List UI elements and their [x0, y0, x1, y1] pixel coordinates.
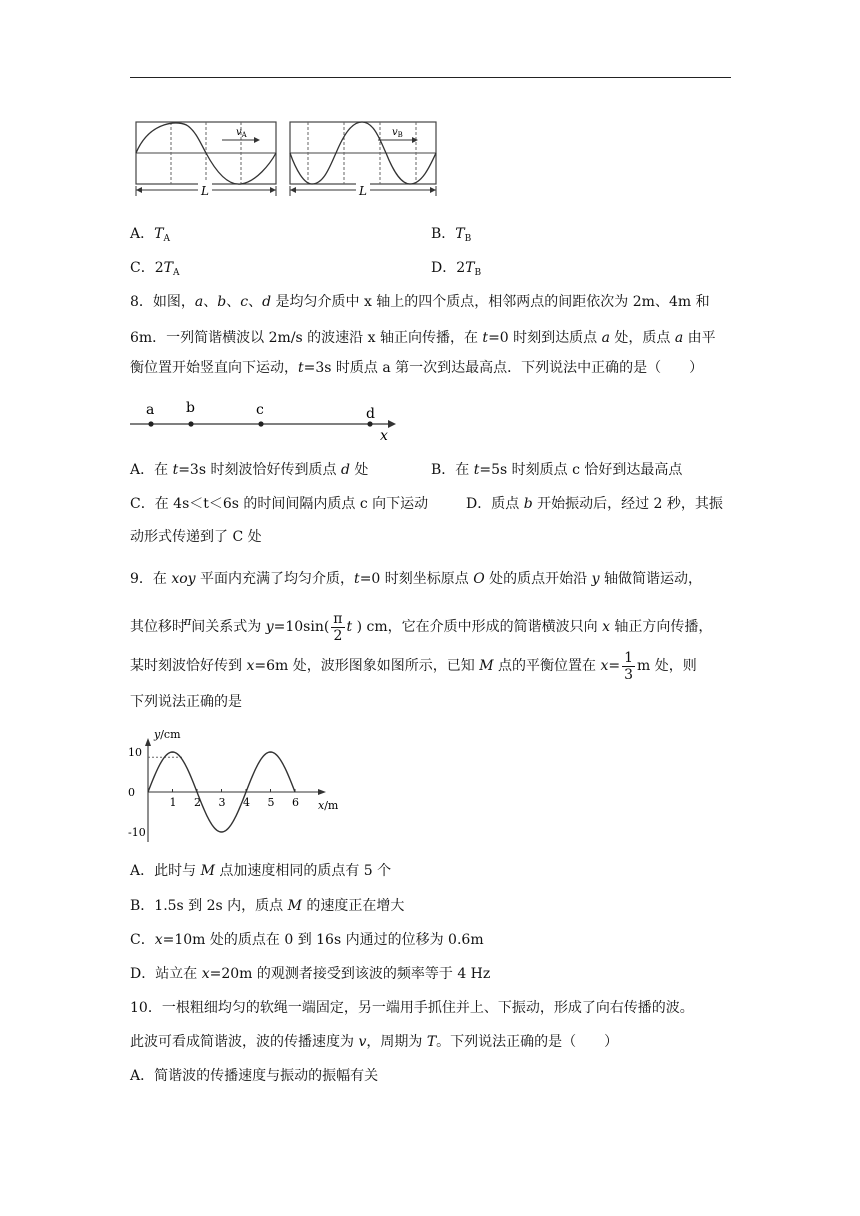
x-tick-label: 3 — [218, 796, 226, 809]
q8-text: 衡位置开始竖直向下运动， — [130, 360, 298, 376]
q9-option-a-text: M — [200, 863, 215, 879]
q7-option-b-sym: T — [455, 226, 465, 242]
q9-text: O — [473, 571, 485, 587]
point-d-dot — [367, 421, 372, 426]
q9-option-a[interactable] — [130, 861, 391, 881]
q9-text: M — [479, 658, 494, 674]
q7-option-c-sym: T — [163, 260, 173, 276]
q7-option-d-letter: D． — [431, 260, 457, 276]
q8-text: a — [674, 330, 684, 346]
pi-over-2-fraction — [331, 611, 344, 644]
q8-stem-line1 — [130, 292, 710, 312]
q7-option-a-sub: A — [163, 234, 170, 244]
q9-text: 处的质点开始沿 — [484, 571, 592, 587]
q10-option-a[interactable] — [130, 1066, 378, 1086]
q7-option-d-sub: B — [474, 268, 482, 278]
x-axis-label: x/m — [318, 799, 339, 812]
q10-text: 此波可看成简谐波，波的传播速度为 — [130, 1034, 359, 1050]
q9-option-b-text: B．1.5s 到 2s 内，质点 — [130, 898, 288, 914]
fraction-denominator: 3 — [624, 666, 633, 683]
q7-option-b-letter: B． — [431, 226, 456, 242]
q9-text: =6m 处，波形图象如图所示，已知 — [254, 658, 480, 674]
q9-option-a-text: 点加速度相同的质点有 5 个 — [214, 863, 392, 879]
one-third-fraction — [622, 650, 635, 683]
q9-option-c[interactable] — [130, 930, 484, 950]
q9-text: x — [600, 658, 609, 674]
fraction-numerator: 1 — [624, 649, 633, 666]
q9-text: y — [265, 619, 274, 635]
point-a-label: a — [146, 402, 155, 418]
q9-option-d[interactable] — [130, 964, 490, 984]
q8-text: 处，质点 — [609, 330, 675, 346]
point-b-dot — [188, 421, 193, 426]
header-rule — [130, 77, 731, 78]
q9-text: = — [608, 658, 621, 674]
q8-option-d-text: b — [523, 496, 533, 512]
y-tick-label: -10 — [128, 826, 146, 839]
q9-option-c-text: C． — [130, 932, 155, 948]
x-tick-label: 5 — [267, 796, 275, 809]
q9-text: t — [346, 619, 353, 635]
q8-text: 是均匀介质中 x 轴上的四个质点，相邻两点的间距依次为 2m、4m 和 — [271, 294, 710, 310]
y-tick-label: 10 — [128, 746, 142, 759]
q9-option-d-text: =20m 的观测者接受到该波的频率等于 4 Hz — [209, 966, 491, 982]
q8-option-d-text: 开始振动后，经过 2 秒，其振 — [532, 496, 723, 512]
q9-text: 下列说法正确的是 — [130, 694, 242, 710]
q8-text: t — [298, 360, 304, 376]
q9-stem-line3 — [130, 648, 697, 684]
q9-option-c-text: =10m 处的质点在 0 到 16s 内通过的位移为 0.6m — [162, 932, 484, 948]
q10-option-a-text: A．简谐波的传播速度与振动的振幅有关 — [130, 1068, 379, 1084]
q9-text: m 处，则 — [637, 658, 697, 674]
q10-text: T — [426, 1034, 437, 1050]
q7-option-b-sub: B — [464, 234, 472, 244]
q8-text: 、 — [203, 294, 218, 310]
q7-option-c-sub: A — [172, 268, 180, 278]
q8-text: =3s 时质点 a 第一次到达最高点．下列说法中正确的是（ ） — [303, 360, 704, 376]
q8-stem-line2 — [130, 328, 716, 348]
point-a-dot — [148, 421, 153, 426]
q8-option-d[interactable] — [466, 494, 723, 514]
x-tick-label: 6 — [292, 796, 299, 809]
length-a-label: L — [201, 184, 209, 198]
q8-option-b-text: B．在 — [431, 462, 474, 478]
q8-option-b-text: t — [473, 462, 480, 478]
q9-option-d-text: x — [201, 966, 210, 982]
q10-text: ，周期为 — [366, 1034, 427, 1050]
q8-text: 由平 — [683, 330, 716, 346]
q9-option-c-text: x — [154, 932, 163, 948]
y-tick-label: 0 — [128, 786, 135, 799]
wave-box-b — [290, 122, 436, 198]
q9-text: 某时刻波恰好传到 — [130, 658, 247, 674]
q7-option-a[interactable] — [130, 224, 170, 249]
q8-option-a-text: A．在 — [130, 462, 173, 478]
y-axis-arrow — [145, 738, 151, 746]
q10-text: 10．一根粗细均匀的软绳一端固定，另一端用手抓住并上、下振动，形成了向右传播的波。 — [130, 1000, 694, 1016]
q7-option-d[interactable] — [431, 258, 481, 283]
q7-wave-figure — [130, 116, 442, 202]
q8-option-d-text: 动形式传递到了 C 处 — [130, 529, 262, 545]
q8-option-a-text: d — [340, 462, 350, 478]
q7-option-a-sym: T — [154, 226, 164, 242]
point-c-label: c — [256, 402, 264, 418]
q7-option-a-letter: A． — [130, 226, 155, 242]
q8-stem-line3 — [130, 358, 703, 378]
q9-text: 轴正方向传播， — [609, 619, 713, 635]
x-axis-arrow — [388, 420, 396, 428]
q9-option-a-text: A．此时与 — [130, 863, 201, 879]
q7-option-d-pre: 2 — [456, 260, 466, 276]
q8-text: t — [482, 330, 489, 346]
q7-option-c[interactable] — [130, 258, 179, 283]
q8-text: a — [194, 294, 204, 310]
q9-text: xoy — [171, 571, 196, 587]
q8-option-c[interactable] — [130, 494, 428, 514]
q8-text: 8．如图， — [130, 294, 195, 310]
q8-text: d — [262, 294, 272, 310]
q8-option-b-text: =5s 时刻质点 c 恰好到达最高点 — [479, 462, 683, 478]
q9-stem-line1 — [130, 569, 702, 589]
q9-stem-line4 — [130, 692, 242, 712]
q9-option-b-text: 的速度正在增大 — [301, 898, 405, 914]
q8-text: =0 时刻到达质点 — [488, 330, 602, 346]
q8-option-a-text: =3s 时刻波恰好传到质点 — [178, 462, 341, 478]
q8-option-a-text: 处 — [349, 462, 369, 478]
q7-option-c-pre: 2 — [154, 260, 164, 276]
q8-text: c — [240, 294, 249, 310]
q9-stem-line2 — [130, 604, 712, 645]
q9-text: 其位移时 — [130, 619, 186, 635]
fraction-denominator: 2 — [333, 627, 343, 644]
q9-option-b[interactable] — [130, 896, 404, 916]
q9-text: 轴做简谐运动， — [599, 571, 702, 587]
point-b-label: b — [186, 400, 195, 416]
point-d-label: d — [366, 406, 375, 422]
q9-text: 平面内充满了均匀介质， — [195, 571, 355, 587]
q10-stem-line1 — [130, 998, 694, 1018]
velocity-a-label: $v_A$ — [236, 127, 247, 139]
x-tick-label: 1 — [169, 796, 177, 809]
q9-pi-artifact: π — [184, 615, 192, 628]
q8-text: b — [217, 294, 227, 310]
q9-option-b-text: M — [287, 898, 302, 914]
q9-text: ) cm，它在介质中形成的简谐横波只向 — [352, 619, 603, 635]
q8-option-d-line2 — [130, 527, 262, 547]
fraction-numerator: π — [333, 610, 343, 627]
q9-text: x — [602, 619, 610, 635]
x-tick-label: 2 — [194, 796, 201, 809]
q10-text: v — [358, 1034, 367, 1050]
q9-text: 间关系式为 — [191, 619, 266, 635]
length-b-label: L — [359, 184, 367, 198]
q7-option-d-sym: T — [465, 260, 475, 276]
q9-text: x — [246, 658, 255, 674]
q8-axis-figure — [130, 398, 400, 442]
q8-text: 、 — [248, 294, 263, 310]
x-tick-label: 4 — [243, 796, 250, 809]
q8-text: 、 — [226, 294, 241, 310]
q8-text: 6m．一列简谐横波以 2m/s 的波速沿 x 轴正向传播，在 — [130, 330, 483, 346]
y-axis-label: y/cm — [154, 728, 181, 741]
x-axis-label: x — [380, 428, 388, 442]
q9-text: =10sin( — [273, 619, 330, 635]
q7-option-c-letter: C． — [130, 260, 155, 276]
q9-wave-chart — [124, 724, 354, 852]
q8-option-a-text: t — [172, 462, 179, 478]
q9-text: =0 时刻坐标原点 — [359, 571, 474, 587]
q8-option-b[interactable] — [431, 460, 682, 480]
x-axis-arrow — [318, 789, 326, 795]
q9-text: 9．在 — [130, 571, 172, 587]
q9-option-d-text: D．站立在 — [130, 966, 202, 982]
q8-option-d-text: D．质点 — [466, 496, 524, 512]
q8-text: a — [601, 330, 610, 346]
q7-option-b[interactable] — [431, 224, 471, 249]
q8-option-c-text: C．在 4s＜t＜6s 的时间间隔内质点 c 向下运动 — [130, 496, 429, 512]
q8-option-a[interactable] — [130, 460, 368, 480]
wave-box-a — [136, 122, 276, 198]
q10-stem-line2 — [130, 1032, 618, 1052]
q10-text: 。下列说法正确的是（ ） — [436, 1034, 619, 1050]
point-c-dot — [258, 421, 263, 426]
q9-text: t — [354, 571, 360, 587]
velocity-b-label: $v_B$ — [392, 127, 403, 139]
q9-text: 点的平衡位置在 — [493, 658, 601, 674]
q9-text: y — [591, 571, 600, 587]
